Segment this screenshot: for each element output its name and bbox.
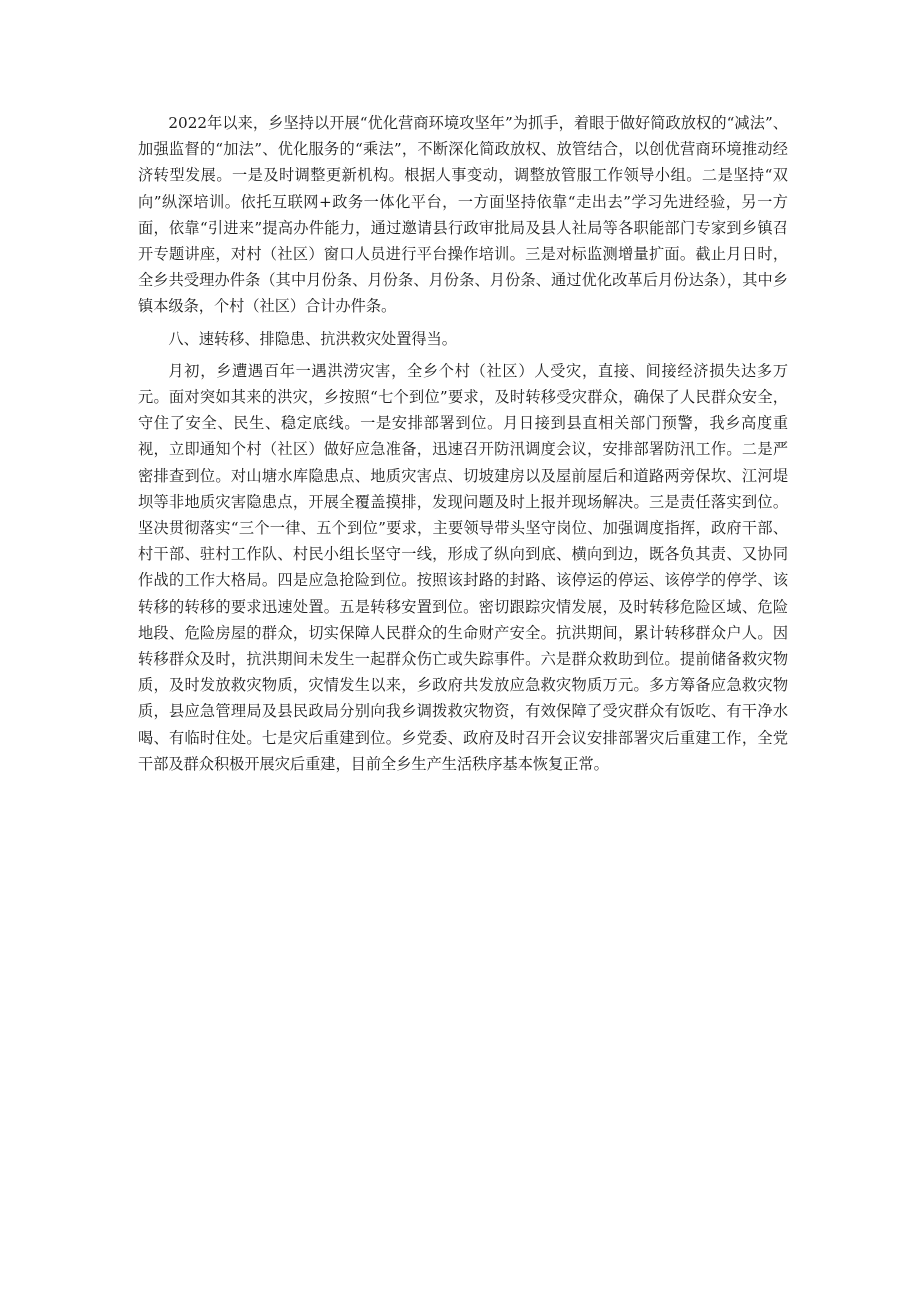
intro-paragraph: 2022年以来，乡坚持以开展“优化营商环境攻坚年”为抓手，着眼于做好简政放权的“减法”、加强监督的“加法”、优化服务的“乘法”，不断深化简政放权、放管结合，以创优营商环境推动经济转型发展。一是及时调整更新机构。根据人事变动，调整放管服工作领导小组。二是坚持“双向”纵深培训。依托互联网+政务一体化平台，一方面坚持依靠“走出去”学习先进经验，另一方面，依靠“引进来”提高办件能力，通过邀请县行政审批局及县人社局等各职能部门专家到乡镇召开专题讲座，对村（社区）窗口人员进行平台操作培训。三是对标监测增量扩面。截止月日时，全乡共受理办件条（其中月份条、月份条、月份条、月份条、通过优化改革后月份达条），其中乡镇本级条，个村（社区）合计办件条。 [138, 114, 788, 316]
document-page [138, 110, 788, 777]
flood-relief-paragraph: 月初，乡遭遇百年一遇洪涝灾害，全乡个村（社区）人受灾，直接、间接经济损失达多万元。面对突如其来的洪灾，乡按照“七个到位”要求，及时转移受灾群众，确保了人民群众安全，守住了安全、民生、稳定底线。一是安排部署到位。月日接到县直相关部门预警，我乡高度重视，立即通知个村（社区）做好应急准备，迅速召开防汛调度会议，安排部署防汛工作。二是严密排查到位。对山塘水库隐患点、地质灾害点、切坡建房以及屋前屋后和道路两旁保坎、江河堤坝等非地质灾害隐患点，开展全覆盖摸排，发现问题及时上报并现场解决。三是责任落实到位。坚决贯彻落实“三个一律、五个到位”要求，主要领导带头坚守岗位、加强调度指挥，政府干部、村干部、驻村工作队、村民小组长坚守一线，形成了纵向到底、横向到边，既各负其责、又协同作战的工作大格局。四是应急抢险到位。按照该封路的封路、该停运的停运、该停学的停学、该转移的转移的要求迅速处置。五是转移安置到位。密切跟踪灾情发展，及时转移危险区域、危险地段、危险房屋的群众，切实保障人民群众的生命财产安全。抗洪期间，累计转移群众户人。因转移群众及时，抗洪期间未发生一起群众伤亡或失踪事件。六是群众救助到位。提前储备救灾物质，及时发放救灾物质，灾情发生以来，乡政府共发放应急救灾物质万元。多方筹备应急救灾物质，县应急管理局及县民政局分别向我乡调拨救灾物资，有效保障了受灾群众有饭吃、有干净水喝、有临时住处。七是灾后重建到位。乡党委、政府及时召开会议安排部署灾后重建工作，全党干部及群众积极开展灾后重建，目前全乡生产生活秩序基本恢复正常。 [138, 361, 788, 773]
section-heading: 八、速转移、排隐患、抗洪救灾处置得当。 [168, 329, 457, 348]
